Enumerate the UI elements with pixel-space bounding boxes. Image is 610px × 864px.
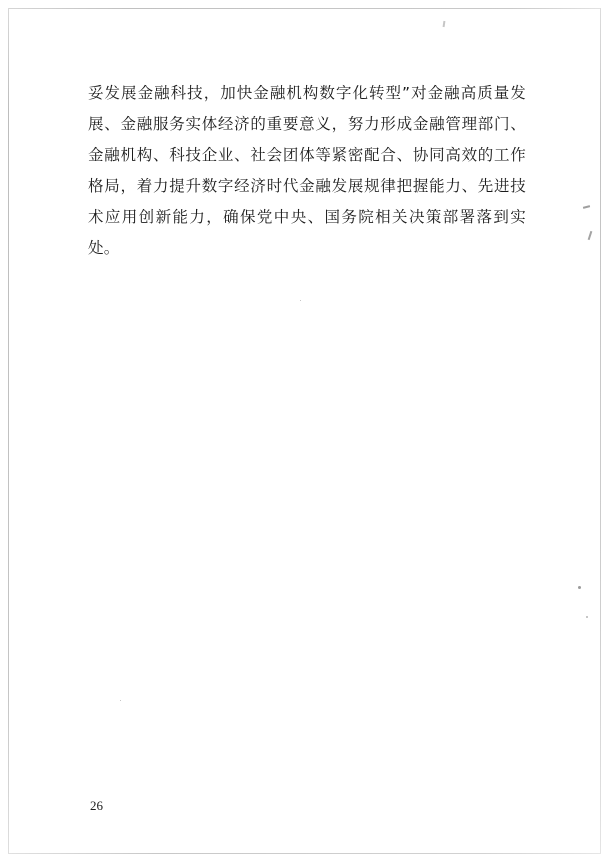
page-border-right (600, 8, 601, 854)
page-border-bottom (8, 853, 601, 854)
scan-speck-icon (300, 300, 301, 301)
scan-artifact-icon (583, 205, 590, 209)
scan-artifact-icon (443, 21, 446, 27)
body-paragraph: 妥发展金融科技，加快金融机构数字化转型”对金融高质量发展、金融服务实体经济的重要意义，努力形成金融管理部门、金融机构、科技企业、社会团体等紧密配合、协同高效的工作格局，着力提升数字经济时代金融发展规律把握能力、先进技术应用创新能力，确保党中央、国务院相关决策部署落到实处。 (88, 84, 526, 257)
scan-artifact-icon (586, 616, 588, 618)
scan-speck-icon (120, 700, 121, 701)
scan-artifact-icon (578, 586, 581, 589)
page-border-left (8, 8, 9, 854)
scan-artifact-icon (588, 231, 593, 240)
page-border-top (8, 8, 601, 9)
page-number: 26 (90, 798, 103, 813)
